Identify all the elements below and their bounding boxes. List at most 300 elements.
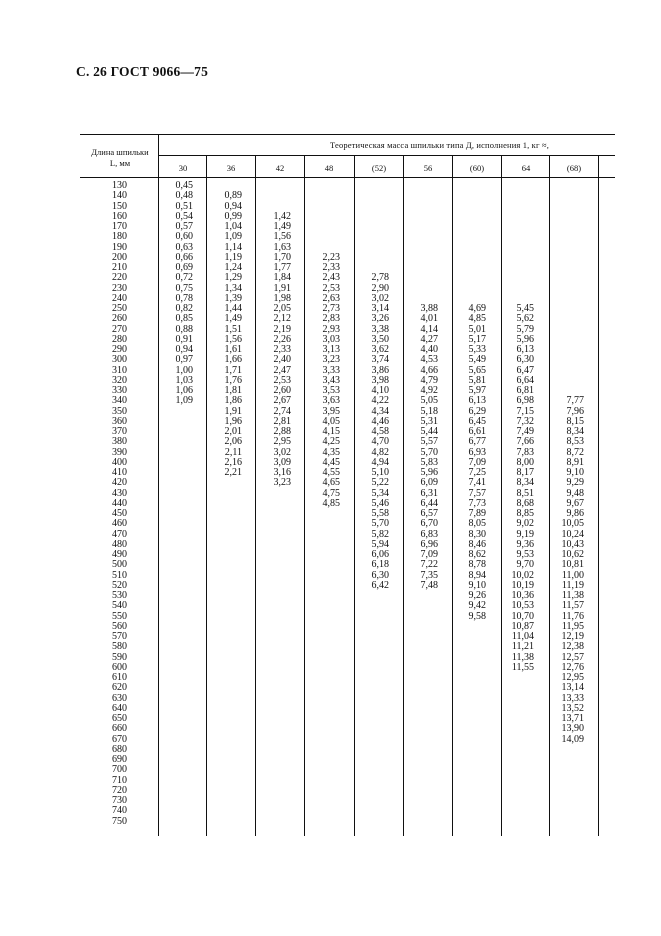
- vrule-7: [501, 155, 502, 836]
- mass-cell: 4,22: [371, 395, 389, 407]
- mass-cell: 1,49: [273, 221, 291, 232]
- empty-cell: [261, 191, 291, 201]
- empty-cell: [551, 304, 584, 314]
- mass-cell: 9,19: [516, 528, 534, 540]
- mass-cell: 0,60: [175, 231, 193, 243]
- mass-cell: 2,01: [224, 426, 242, 437]
- empty-cell: [551, 294, 584, 304]
- mass-cell: 11,21: [511, 641, 534, 653]
- mass-cell: 11,04: [511, 631, 534, 642]
- length-column: [80, 181, 127, 827]
- mass-cell: 13,14: [561, 682, 584, 694]
- mass-cell: 5,58: [371, 508, 389, 519]
- empty-cell: [504, 284, 534, 294]
- mass-cell: 10,02: [511, 569, 534, 581]
- mass-cell: 7,73: [468, 497, 486, 509]
- mass-cell: 6,83: [420, 528, 438, 540]
- mass-cell: 9,67: [566, 497, 584, 509]
- mass-cell: 0,57: [175, 221, 193, 232]
- length-cell: 390: [112, 446, 127, 458]
- mass-cell: 11,19: [561, 579, 584, 591]
- mass-cell: 1,96: [224, 415, 242, 427]
- mass-cell: 4,01: [420, 313, 438, 325]
- mass-cell: 1,56: [224, 333, 242, 345]
- mass-cell: 11,57: [561, 600, 584, 612]
- mass-cell: 6,30: [371, 569, 389, 581]
- mass-cell: 6,06: [371, 549, 389, 560]
- length-cell: 640: [112, 702, 127, 714]
- mass-cell: 9,26: [468, 590, 486, 601]
- empty-cell: [456, 243, 486, 253]
- empty-cell: [456, 273, 486, 283]
- length-cell: 660: [112, 723, 127, 735]
- mass-cell: 13,33: [561, 692, 584, 704]
- empty-cell: [261, 181, 291, 191]
- mass-cell: 2,23: [322, 251, 340, 263]
- length-cell: 480: [112, 538, 127, 550]
- mass-cell: 13,90: [561, 723, 584, 735]
- mass-cell: 2,43: [322, 272, 340, 284]
- empty-cell: [310, 191, 340, 201]
- length-cell: 240: [112, 292, 127, 304]
- empty-cell: [504, 263, 534, 273]
- length-cell: 180: [112, 231, 127, 243]
- empty-cell: [408, 222, 438, 232]
- length-cell: 130: [112, 180, 127, 191]
- mass-cell: 1,42: [273, 210, 291, 222]
- length-cell: 280: [112, 333, 127, 345]
- empty-cell: [310, 222, 340, 232]
- mass-cell: 3,53: [322, 385, 340, 396]
- empty-cell: [504, 212, 534, 222]
- empty-cell: [456, 284, 486, 294]
- length-cell: 170: [112, 221, 127, 232]
- empty-cell: [310, 202, 340, 212]
- mass-cell: 2,90: [371, 282, 389, 294]
- mass-cell: 1,19: [224, 251, 242, 263]
- mass-cell: 3,38: [371, 323, 389, 335]
- mass-cell: 4,75: [322, 487, 340, 499]
- length-cell: 710: [112, 774, 127, 786]
- mass-cell: 6,47: [516, 364, 534, 376]
- mass-cell: 7,22: [420, 559, 438, 571]
- length-cell: 150: [112, 200, 127, 212]
- mass-cell: 4,25: [322, 436, 340, 448]
- empty-cell: [551, 181, 584, 191]
- mass-cell: 6,13: [468, 395, 486, 407]
- mass-cell: 1,56: [273, 231, 291, 243]
- length-cell: 490: [112, 549, 127, 560]
- mass-cell: 1,63: [273, 241, 291, 253]
- mass-cell: 5,83: [420, 456, 438, 468]
- empty-cell: [456, 212, 486, 222]
- length-cell: 460: [112, 518, 127, 530]
- mass-cell: 6,18: [371, 559, 389, 571]
- length-cell: 230: [112, 282, 127, 294]
- mass-cell: 8,85: [516, 508, 534, 519]
- mass-cell: 9,53: [516, 549, 534, 560]
- mass-cell: 4,70: [371, 436, 389, 448]
- empty-cell: [551, 253, 584, 263]
- length-cell: 650: [112, 713, 127, 724]
- mass-cell: 2,67: [273, 395, 291, 407]
- mass-cell: 4,58: [371, 426, 389, 437]
- length-cell: 590: [112, 651, 127, 663]
- empty-cell: [551, 314, 584, 324]
- mass-cell: 6,61: [468, 426, 486, 437]
- empty-cell: [456, 263, 486, 273]
- mass-cell: 4,79: [420, 374, 438, 386]
- length-cell: 670: [112, 733, 127, 745]
- mass-cell: 9,02: [516, 518, 534, 530]
- mass-cell: 1,09: [224, 231, 242, 243]
- mass-cell: 1,86: [224, 395, 242, 407]
- mass-cell: 8,68: [516, 497, 534, 509]
- empty-cell: [504, 232, 534, 242]
- col-header-2: 42: [275, 163, 285, 173]
- mass-cell: 4,35: [322, 446, 340, 458]
- mass-cell: 5,96: [420, 467, 438, 478]
- mass-cell: 9,10: [566, 467, 584, 478]
- mass-cell: 12,57: [561, 651, 584, 663]
- mass-cell: 8,05: [468, 518, 486, 530]
- mass-cell: 2,12: [273, 313, 291, 325]
- mass-cell: 5,33: [468, 344, 486, 355]
- mass-cell: 11,00: [561, 569, 584, 581]
- mass-cell: 6,98: [516, 395, 534, 407]
- mass-cell: 2,81: [273, 415, 291, 427]
- mass-cell: 5,10: [371, 467, 389, 478]
- mass-column-52: [359, 181, 389, 591]
- mass-cell: 0,66: [175, 251, 193, 263]
- mass-cell: 4,94: [371, 456, 389, 468]
- length-cell: 520: [112, 579, 127, 591]
- mass-cell: 5,65: [468, 364, 486, 376]
- mass-cell: 2,47: [273, 364, 291, 376]
- mass-cell: 4,53: [420, 354, 438, 366]
- empty-cell: [408, 212, 438, 222]
- mass-cell: 1,81: [224, 385, 242, 396]
- mass-cell: 5,70: [420, 446, 438, 458]
- empty-cell: [408, 181, 438, 191]
- mass-cell: 6,30: [516, 354, 534, 366]
- length-cell: 410: [112, 467, 127, 478]
- mass-cell: 2,33: [322, 262, 340, 273]
- mass-cell: 3,50: [371, 333, 389, 345]
- mass-cell: 11,95: [561, 620, 584, 632]
- mass-cell: 6,64: [516, 374, 534, 386]
- empty-cell: [551, 202, 584, 212]
- mass-cell: 5,82: [371, 528, 389, 540]
- mass-cell: 7,89: [468, 508, 486, 519]
- mass-cell: 7,09: [420, 549, 438, 560]
- vrule-2: [255, 155, 256, 836]
- length-cell: 400: [112, 456, 127, 468]
- col-header-5: 56: [423, 163, 433, 173]
- mass-cell: 6,96: [420, 538, 438, 550]
- length-cell: 350: [112, 405, 127, 417]
- empty-cell: [551, 191, 584, 201]
- mass-cell: 10,24: [561, 528, 584, 540]
- mass-cell: 2,73: [322, 303, 340, 314]
- mass-cell: 2,93: [322, 323, 340, 335]
- mass-cell: 0,82: [175, 303, 193, 314]
- vrule-8: [549, 155, 550, 836]
- length-cell: 320: [112, 374, 127, 386]
- mass-cell: 10,36: [511, 590, 534, 601]
- mass-cell: 6,45: [468, 415, 486, 427]
- mass-cell: 5,62: [516, 313, 534, 325]
- mass-cell: 1,77: [273, 262, 291, 273]
- mass-cell: 4,05: [322, 415, 340, 427]
- mass-cell: 0,72: [175, 272, 193, 284]
- mass-cell: 7,35: [420, 569, 438, 581]
- length-cell: 730: [112, 795, 127, 806]
- mass-cell: 4,85: [322, 497, 340, 509]
- empty-cell: [310, 181, 340, 191]
- length-cell: 620: [112, 682, 127, 694]
- mass-cell: 9,58: [468, 610, 486, 622]
- col-header-4: (52): [371, 163, 387, 173]
- mass-cell: 3,02: [371, 292, 389, 304]
- mass-cell: 4,65: [322, 477, 340, 489]
- mass-cell: 0,45: [175, 180, 193, 191]
- mass-cell: 13,71: [561, 713, 584, 724]
- mass-cell: 10,81: [561, 559, 584, 571]
- mass-cell: 6,31: [420, 487, 438, 499]
- empty-cell: [408, 202, 438, 212]
- mass-cell: 9,42: [468, 600, 486, 612]
- mass-cell: 7,41: [468, 477, 486, 489]
- mass-cell: 9,70: [516, 559, 534, 571]
- mass-cell: 0,88: [175, 323, 193, 335]
- mass-cell: 5,34: [371, 487, 389, 499]
- length-cell: 270: [112, 323, 127, 335]
- col-header-1: 36: [226, 163, 236, 173]
- mass-cell: 5,70: [371, 518, 389, 530]
- empty-cell: [551, 212, 584, 222]
- mass-cell: 5,45: [516, 303, 534, 314]
- mass-cell: 6,81: [516, 385, 534, 396]
- empty-cell: [359, 222, 389, 232]
- mass-column-36: [212, 181, 242, 478]
- mass-cell: 5,31: [420, 415, 438, 427]
- mass-cell: 0,69: [175, 262, 193, 273]
- mass-cell: 1,44: [224, 303, 242, 314]
- mass-cell: 0,91: [175, 333, 193, 345]
- mass-column-42: [261, 181, 291, 489]
- empty-cell: [456, 191, 486, 201]
- mass-cell: 1,00: [175, 364, 193, 376]
- mass-cell: 5,81: [468, 374, 486, 386]
- mass-cell: 6,70: [420, 518, 438, 530]
- mass-cell: 7,25: [468, 467, 486, 478]
- mass-cell: 8,00: [516, 456, 534, 468]
- mass-column-64: [504, 181, 534, 673]
- row-header: [80, 147, 160, 169]
- mass-cell: 8,15: [566, 415, 584, 427]
- empty-cell: [359, 202, 389, 212]
- mass-cell: 1,66: [224, 354, 242, 366]
- empty-cell: [551, 273, 584, 283]
- mass-cell: 0,75: [175, 282, 193, 294]
- length-cell: 160: [112, 210, 127, 222]
- mass-cell: 3,23: [273, 477, 291, 489]
- mass-cell: 5,22: [371, 477, 389, 489]
- mass-column-56: [408, 181, 438, 591]
- mass-cell: 1,34: [224, 282, 242, 294]
- mass-cell: 10,53: [511, 600, 534, 612]
- mass-cell: 4,69: [468, 303, 486, 314]
- length-cell: 250: [112, 303, 127, 314]
- mass-cell: 0,99: [224, 210, 242, 222]
- mass-cell: 1,39: [224, 292, 242, 304]
- mass-cell: 7,77: [566, 395, 584, 407]
- length-cell: 210: [112, 262, 127, 273]
- mass-cell: 14,09: [561, 733, 584, 745]
- empty-cell: [359, 232, 389, 242]
- mass-cell: 4,85: [468, 313, 486, 325]
- mass-cell: 2,11: [224, 446, 242, 458]
- length-cell: 720: [112, 784, 127, 796]
- empty-cell: [408, 284, 438, 294]
- mass-cell: 2,60: [273, 385, 291, 396]
- mass-cell: 7,57: [468, 487, 486, 499]
- mass-cell: 4,45: [322, 456, 340, 468]
- row-header-line2: L, мм: [109, 158, 131, 168]
- mass-cell: 7,32: [516, 415, 534, 427]
- mass-cell: 3,88: [420, 303, 438, 314]
- mass-cell: 2,16: [224, 456, 242, 468]
- vrule-0: [158, 134, 159, 836]
- mass-cell: 8,30: [468, 528, 486, 540]
- length-cell: 690: [112, 754, 127, 765]
- mass-cell: 10,62: [561, 549, 584, 560]
- mass-cell: 8,94: [468, 569, 486, 581]
- mass-cell: 1,70: [273, 251, 291, 263]
- vrule-3: [304, 155, 305, 836]
- header-bottom-rule: [80, 177, 615, 178]
- col-header-7: 64: [521, 163, 531, 173]
- length-cell: 380: [112, 436, 127, 448]
- mass-cell: 7,15: [516, 405, 534, 417]
- mass-column-60: [456, 181, 486, 622]
- mass-cell: 0,94: [224, 200, 242, 212]
- length-cell: 310: [112, 364, 127, 376]
- group-header: Теоретическая масса шпильки типа Д, исполнения 1, кг ≈,: [330, 140, 549, 150]
- length-cell: 190: [112, 241, 127, 253]
- empty-cell: [408, 243, 438, 253]
- mass-cell: 11,55: [511, 661, 534, 673]
- mass-cell: 3,03: [322, 333, 340, 345]
- mass-cell: 1,06: [175, 385, 193, 396]
- mass-cell: 6,57: [420, 508, 438, 519]
- mass-cell: 12,19: [561, 631, 584, 642]
- length-cell: 200: [112, 251, 127, 263]
- length-cell: 440: [112, 497, 127, 509]
- empty-cell: [359, 191, 389, 201]
- mass-cell: 7,48: [420, 579, 438, 591]
- length-cell: 600: [112, 661, 127, 673]
- mass-cell: 2,53: [273, 374, 291, 386]
- mass-cell: 6,93: [468, 446, 486, 458]
- empty-cell: [359, 181, 389, 191]
- empty-cell: [504, 181, 534, 191]
- mass-cell: 6,13: [516, 344, 534, 355]
- empty-cell: [408, 232, 438, 242]
- mass-cell: 5,01: [468, 323, 486, 335]
- empty-cell: [551, 355, 584, 365]
- mass-cell: 2,88: [273, 426, 291, 437]
- mass-cell: 11,38: [561, 590, 584, 601]
- mass-cell: 2,40: [273, 354, 291, 366]
- mass-cell: 4,40: [420, 344, 438, 355]
- mass-cell: 4,46: [371, 415, 389, 427]
- length-cell: 370: [112, 426, 127, 437]
- mass-cell: 3,62: [371, 344, 389, 355]
- length-cell: 570: [112, 631, 127, 642]
- mass-cell: 8,62: [468, 549, 486, 560]
- empty-cell: [551, 222, 584, 232]
- vrule-9: [598, 155, 599, 836]
- mass-cell: 4,10: [371, 385, 389, 396]
- mass-cell: 7,66: [516, 436, 534, 448]
- empty-cell: [456, 202, 486, 212]
- mass-cell: 4,66: [420, 364, 438, 376]
- mass-cell: 10,70: [511, 610, 534, 622]
- mass-cell: 5,57: [420, 436, 438, 448]
- mass-cell: 5,96: [516, 333, 534, 345]
- mass-cell: 3,13: [322, 344, 340, 355]
- mass-cell: 8,51: [516, 487, 534, 499]
- mass-cell: 8,91: [566, 456, 584, 468]
- page-header: С. 26 ГОСТ 9066—75: [76, 64, 209, 79]
- mass-cell: 2,53: [322, 282, 340, 294]
- empty-cell: [504, 202, 534, 212]
- vrule-4: [354, 155, 355, 836]
- vrule-1: [206, 155, 207, 836]
- mass-cell: 12,76: [561, 661, 584, 673]
- mass-cell: 3,33: [322, 364, 340, 376]
- mass-cell: 4,82: [371, 446, 389, 458]
- mass-cell: 0,85: [175, 313, 193, 325]
- empty-cell: [408, 253, 438, 263]
- mass-cell: 3,14: [371, 303, 389, 314]
- mass-cell: 0,48: [175, 190, 193, 202]
- length-cell: 290: [112, 344, 127, 355]
- mass-cell: 9,29: [566, 477, 584, 489]
- vrule-6: [452, 155, 453, 836]
- empty-cell: [504, 273, 534, 283]
- mass-cell: 0,51: [175, 200, 193, 212]
- empty-cell: [504, 222, 534, 232]
- mass-cell: 9,48: [566, 487, 584, 499]
- empty-cell: [456, 181, 486, 191]
- empty-cell: [456, 222, 486, 232]
- mass-cell: 0,63: [175, 241, 193, 253]
- empty-cell: [310, 212, 340, 222]
- empty-cell: [551, 366, 584, 376]
- mass-cell: 3,26: [371, 313, 389, 325]
- mass-cell: 5,49: [468, 354, 486, 366]
- length-cell: 340: [112, 395, 127, 407]
- mass-cell: 3,09: [273, 456, 291, 468]
- mass-cell: 8,17: [516, 467, 534, 478]
- mass-cell: 1,14: [224, 241, 242, 253]
- mass-cell: 10,43: [561, 538, 584, 550]
- empty-cell: [359, 212, 389, 222]
- length-cell: 330: [112, 385, 127, 396]
